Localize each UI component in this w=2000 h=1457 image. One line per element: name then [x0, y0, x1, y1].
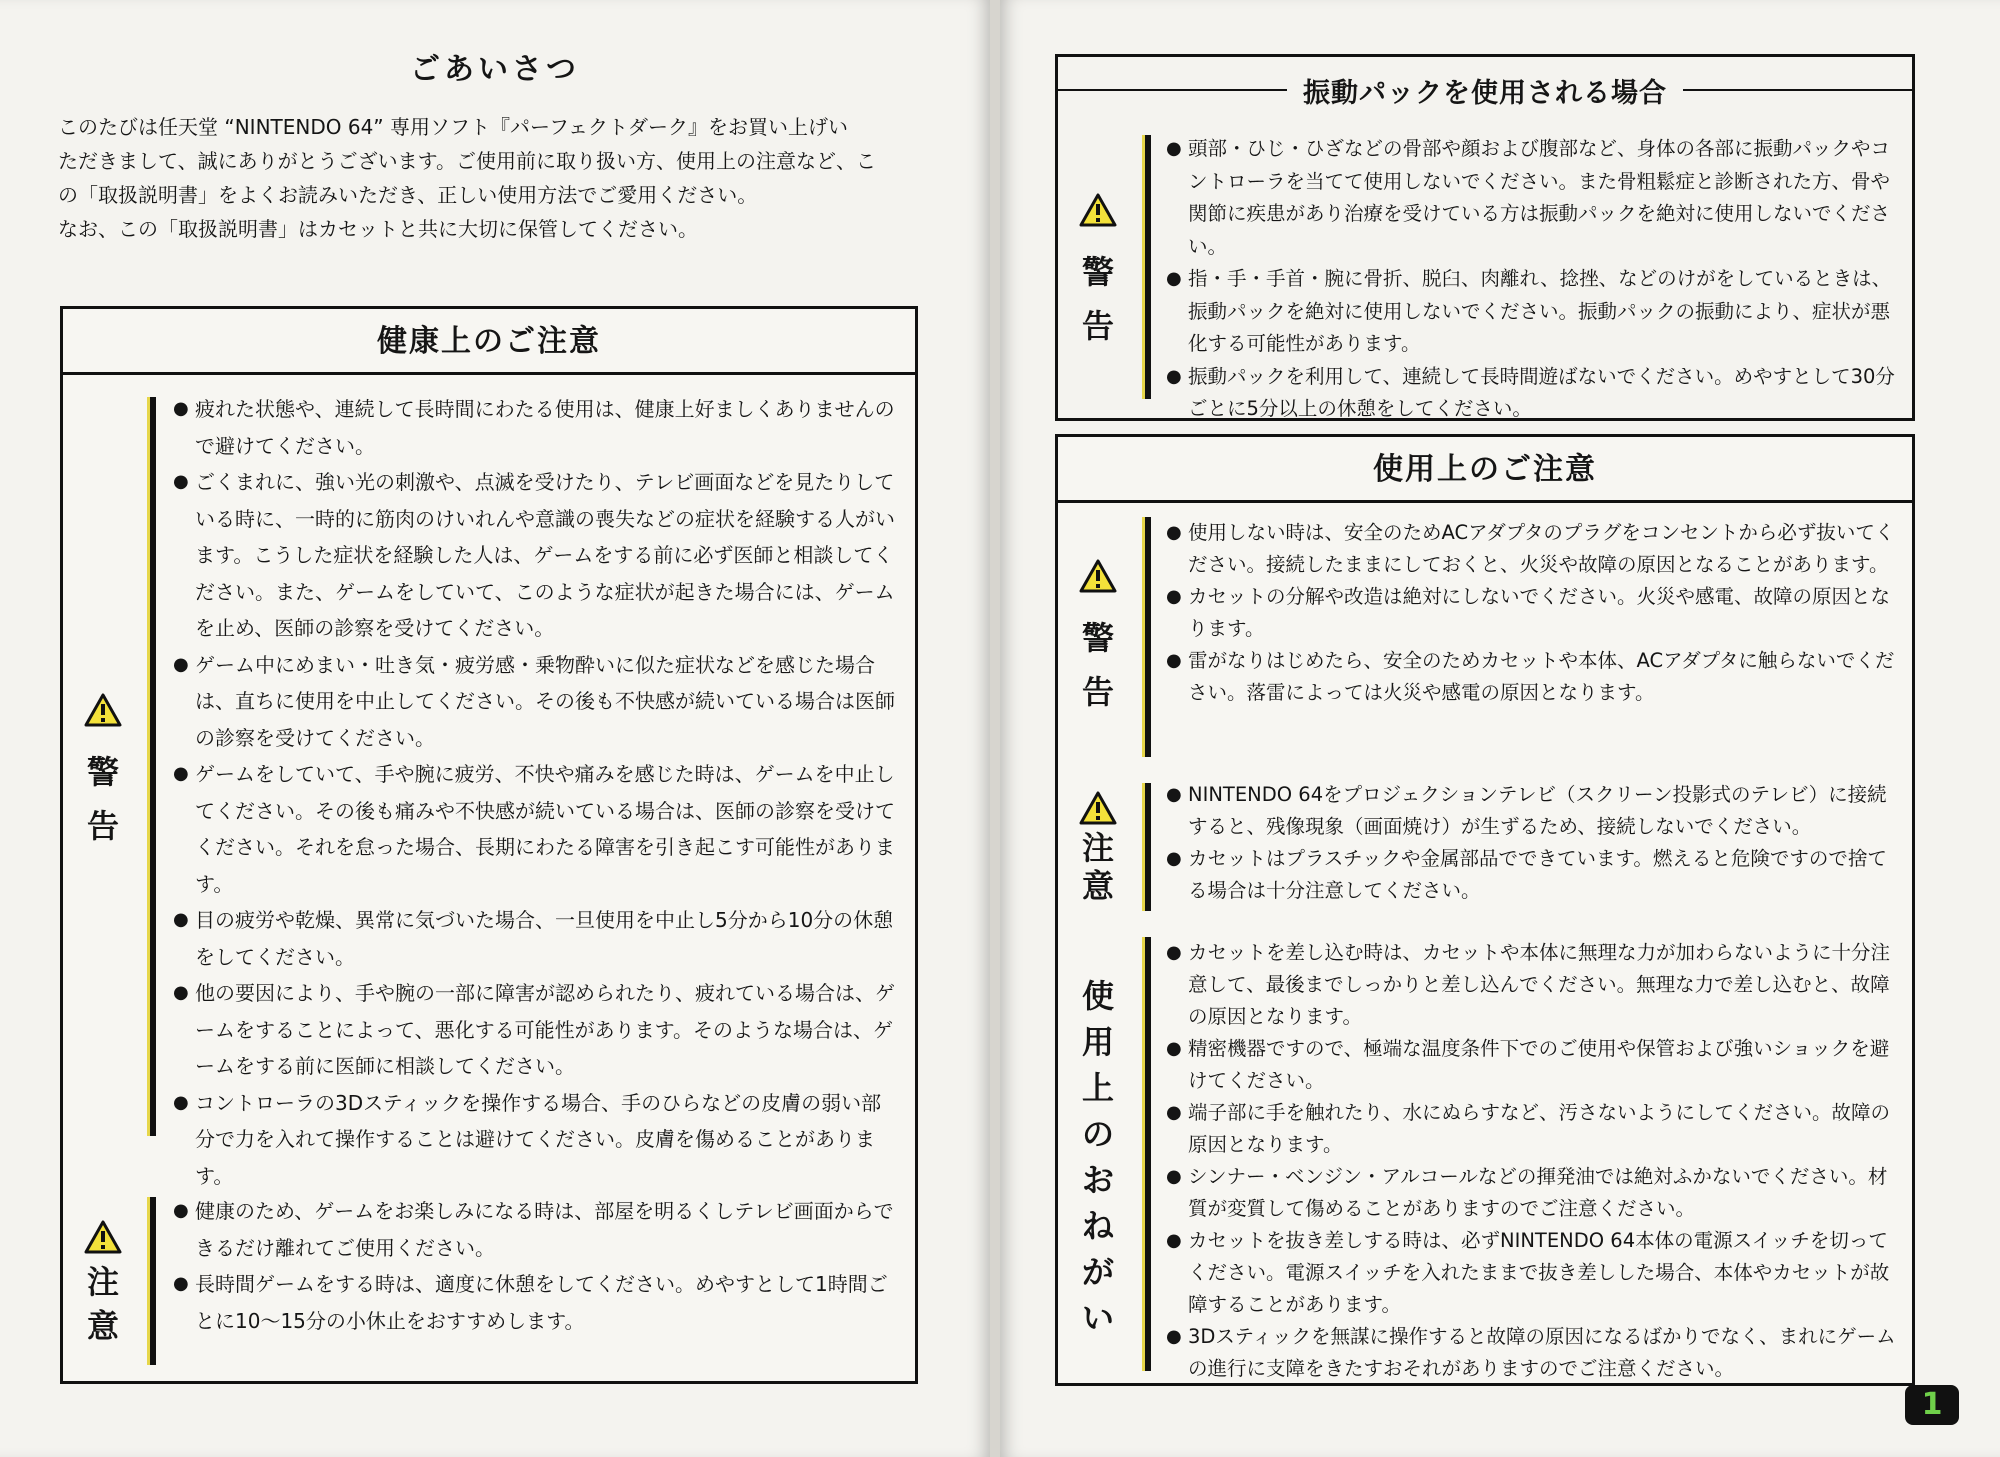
health-warning-section — [63, 375, 915, 1188]
health-warning-list — [173, 391, 899, 1194]
list-item: ● ゲームをしていて、手や腕に疲労、不快や痛みを感じた時は、ゲームを中止してください。その後も痛みや不快感が続いている場合は、医師の診察を受けてください。それを怠った場合、長期にわたる障害を引き起こす可能性があります。 — [173, 756, 899, 902]
list-item: ● ごくまれに、強い光の刺激や、点滅を受けたり、テレビ画面などを見たりしている時に、一時的に筋肉のけいれんや意識の喪失などの症状を経験する人がいます。こうした症状を経験した人は、ゲームをする前に必ず医師と相談してください。また、ゲームをしていて、このような症状が起きた場合には、ゲームを止め、医師の診察を受けてください。 — [173, 464, 899, 647]
health-caution-section — [63, 1189, 915, 1379]
list-item: ● カセットを抜き差しする時は、必ずNINTENDO 64本体の電源スイッチを切ってください。電源スイッチを入れたままで抜き差しした場合、本体やカセットが故障することがあります。 — [1166, 1225, 1896, 1321]
list-item: ● 振動パックを利用して、連続して長時間遊ばないでください。めやすとして30分ごとに5分以上の休憩をしてください。 — [1166, 361, 1896, 426]
warning-triangle-icon — [1079, 791, 1117, 825]
list-item: ● 指・手・手首・腕に骨折、脱臼、肉離れ、捻挫、などのけがをしているときは、振動パックを絶対に使用しないでください。振動パックの振動により、症状が悪化する可能性があります。 — [1166, 263, 1896, 361]
health-caution-side — [63, 1189, 143, 1379]
divider — [1055, 89, 1287, 91]
warning-triangle-icon — [1079, 559, 1117, 593]
warning-triangle-icon — [1079, 193, 1117, 227]
usage-request-list — [1166, 937, 1896, 1385]
page-number: 1 — [1905, 1385, 1959, 1425]
accent-bar — [1142, 517, 1151, 757]
health-caution-list — [173, 1193, 899, 1339]
list-item: ● 雷がなりはじめたら、安全のためカセットや本体、ACアダプタに触らないでください。落雷によっては火災や感電の原因となります。 — [1166, 645, 1896, 709]
list-item: ● 他の要因により、手や腕の一部に障害が認められたり、疲れている場合は、ゲームをすることによって、悪化する可能性があります。そのような場合は、ゲームをする前に医師に相談してください。 — [173, 975, 899, 1085]
accent-bar — [1142, 135, 1151, 399]
list-item: ● 使用しない時は、安全のためACアダプタのプラグをコンセントから必ず抜いてください。接続したままにしておくと、火災や故障の原因となることがあります。 — [1166, 517, 1896, 581]
vibration-warning-list — [1166, 133, 1896, 426]
vibration-warning-label: 警告 — [1081, 253, 1114, 345]
greeting-title: ごあいさつ — [410, 52, 580, 87]
divider — [1683, 89, 1915, 91]
list-item: ● 精密機器ですので、極端な温度条件下でのご使用や保管および強いショックを避けてください。 — [1166, 1033, 1896, 1097]
list-item: ● 疲れた状態や、連続して長時間にわたる使用は、健康上好ましくありませんので避けてください。 — [173, 391, 899, 464]
health-warning-label: 警告 — [86, 752, 119, 845]
health-precautions-title: 健康上のご注意 — [63, 309, 915, 375]
vibration-pack-header — [1055, 70, 1915, 110]
usage-request-section — [1058, 937, 1912, 1380]
usage-caution-section — [1058, 783, 1912, 913]
list-item: ● カセットはプラスチックや金属部品でできています。燃えると危険ですので捨てる場合は十分注意してください。 — [1166, 843, 1896, 907]
greeting-line: ただきまして、誠にありがとうございます。ご使用前に取り扱い方、使用上の注意など、こ — [58, 149, 876, 173]
usage-caution-side — [1058, 783, 1138, 913]
health-warning-side — [63, 375, 143, 1170]
list-item: ● 長時間ゲームをする時は、適度に休憩をしてください。めやすとして1時間ごとに10～15分の小休止をおすすめします。 — [173, 1266, 899, 1339]
warning-triangle-icon — [84, 693, 122, 727]
list-item: ● 頭部・ひじ・ひざなどの骨部や顔および腹部など、身体の各部に振動パックやコントローラを当てて使用しないでください。また骨粗鬆症と診断された方、骨や関節に疾患があり治療を受けている方は振動パックを絶対に使用しないでください。 — [1166, 133, 1896, 263]
list-item: ● カセットの分解や改造は絶対にしないでください。火災や感電、故障の原因となります。 — [1166, 581, 1896, 645]
accent-bar — [147, 397, 156, 1136]
health-caution-label: 注意 — [86, 1263, 119, 1345]
greeting-line: の「取扱説明書」をよくお読みいただき、正しい使用方法でご愛用ください。 — [58, 183, 758, 207]
health-precautions-box — [60, 306, 918, 1384]
usage-request-label: 使用上のおねがい — [1081, 977, 1114, 1337]
list-item: ● シンナー・ベンジン・アルコールなどの揮発油では絶対ふかないでください。材質が変質して傷めることがありますのでご注意ください。 — [1166, 1161, 1896, 1225]
usage-caution-list — [1166, 779, 1896, 907]
list-item: ● 3Dスティックを無謀に操作すると故障の原因になるばかりでなく、まれにゲームの進行に支障をきたすおそれがありますのでご注意ください。 — [1166, 1321, 1896, 1385]
usage-caution-label: 注意 — [1081, 829, 1114, 905]
list-item: ● 端子部に手を触れたり、水にぬらすなど、汚さないようにしてください。故障の原因となります。 — [1166, 1097, 1896, 1161]
list-item: ● 目の疲労や乾燥、異常に気づいた場合、一旦使用を中止し5分から10分の休憩をしてください。 — [173, 902, 899, 975]
vibration-warning-side — [1058, 133, 1138, 413]
greeting-body — [58, 110, 938, 246]
usage-precautions-box — [1055, 434, 1915, 1386]
usage-precautions-title: 使用上のご注意 — [1058, 437, 1912, 503]
accent-bar — [1142, 937, 1151, 1371]
list-item: ● ゲーム中にめまい・吐き気・疲労感・乗物酔いに似た症状などを感じた場合は、直ちに使用を中止してください。その後も不快感が続いている場合は医師の診察を受けてください。 — [173, 647, 899, 757]
greeting-line: このたびは任天堂 “NINTENDO 64” 専用ソフト『パーフェクトダーク』をお買い上げい — [58, 115, 849, 139]
usage-warning-list — [1166, 517, 1896, 709]
usage-warning-label: 警告 — [1081, 619, 1114, 711]
greeting-line: なお、この「取扱説明書」はカセットと共に大切に保管してください。 — [58, 217, 698, 241]
vibration-warning-section — [1058, 133, 1912, 420]
usage-warning-section — [1058, 517, 1912, 761]
accent-bar — [1142, 783, 1151, 911]
usage-warning-side — [1058, 517, 1138, 761]
usage-request-side — [1058, 937, 1138, 1377]
vibration-pack-title: 振動パックを使用される場合 — [1303, 77, 1667, 109]
warning-triangle-icon — [84, 1220, 122, 1254]
accent-bar — [147, 1197, 156, 1365]
list-item: ● カセットを差し込む時は、カセットや本体に無理な力が加わらないように十分注意して、最後までしっかりと差し込んでください。無理な力で差し込むと、故障の原因となります。 — [1166, 937, 1896, 1033]
list-item: ● 健康のため、ゲームをお楽しみになる時は、部屋を明るくしテレビ画面からできるだけ離れてご使用ください。 — [173, 1193, 899, 1266]
list-item: ● NINTENDO 64をプロジェクションテレビ（スクリーン投影式のテレビ）に接続すると、残像現象（画面焼け）が生ずるため、接続しないでください。 — [1166, 779, 1896, 843]
list-item: ● コントローラの3Dスティックを操作する場合、手のひらなどの皮膚の弱い部分で力を入れて操作することは避けてください。皮膚を傷めることがあります。 — [173, 1085, 899, 1195]
